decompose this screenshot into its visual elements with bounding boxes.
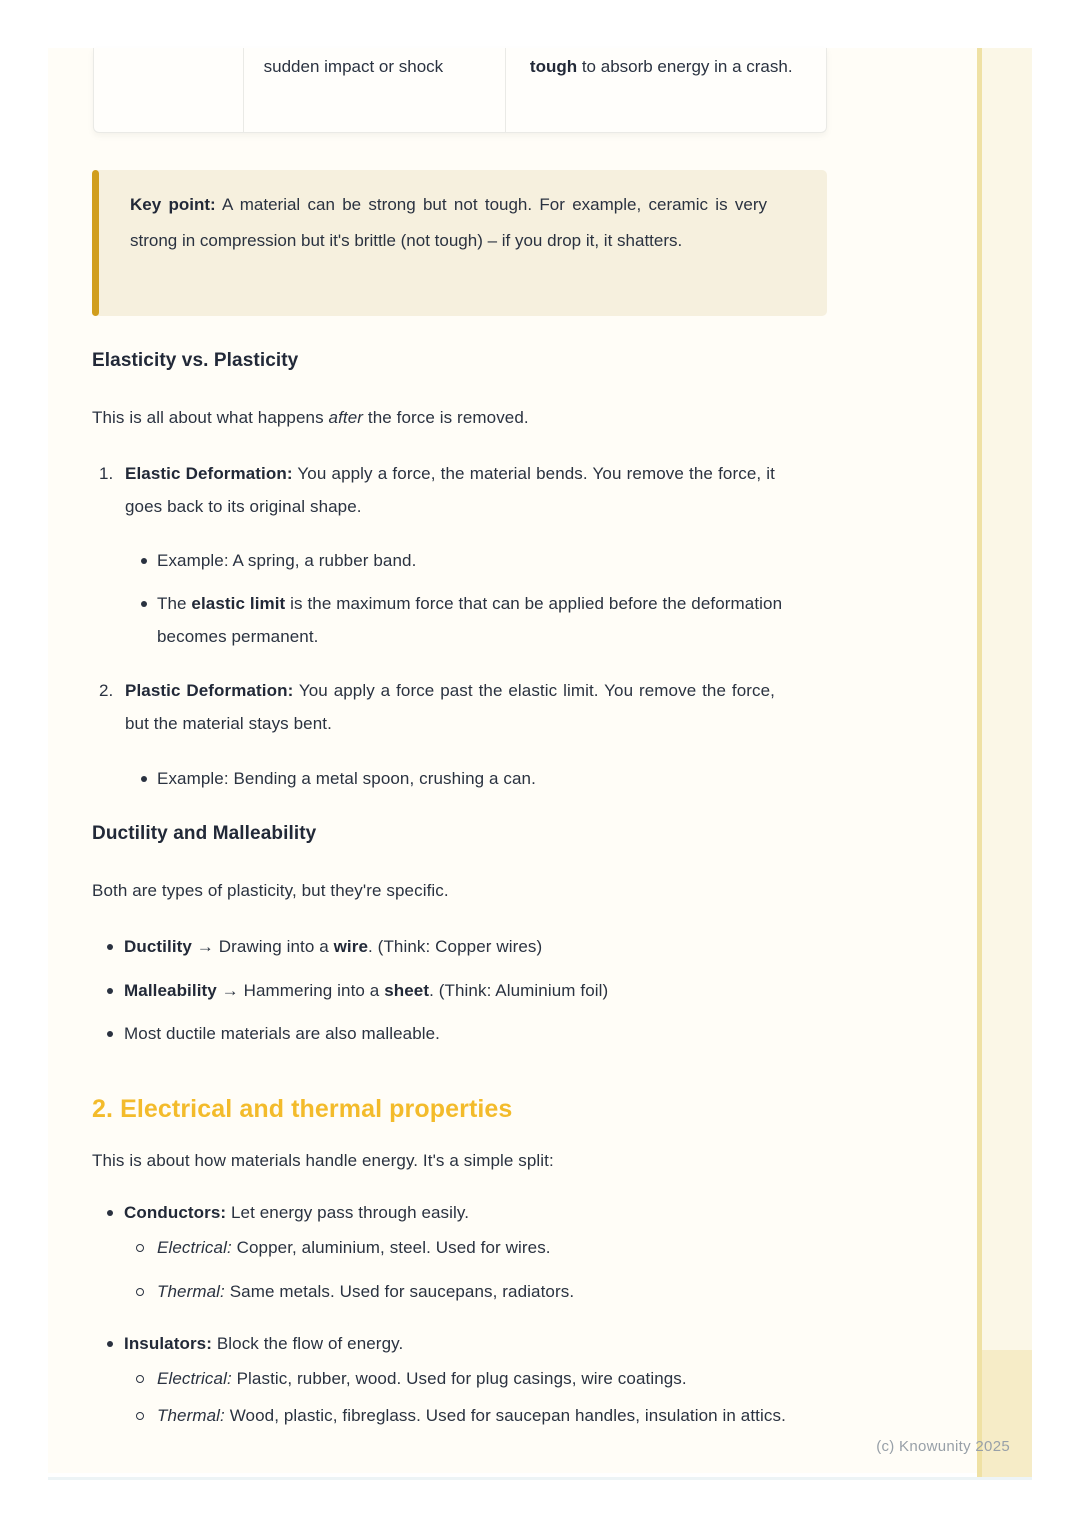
conductors-electrical-text: Copper, aluminium, steel. Used for wires.	[231, 1238, 551, 1257]
electrical-intro-paragraph: This is about how materials handle energy. It's a simple split:	[92, 1151, 554, 1170]
bullet-dot-icon	[107, 1031, 113, 1037]
bullet-malleability	[124, 974, 827, 1007]
bullet-circle-icon	[136, 1375, 144, 1383]
term-elastic-deformation: Elastic Deformation:	[125, 464, 293, 483]
term-malleability: Malleability	[124, 981, 217, 1000]
label-thermal: Thermal:	[157, 1406, 225, 1425]
document-page	[48, 48, 978, 1473]
keypoint-callout	[92, 170, 827, 316]
table-cell-example	[505, 48, 826, 132]
term-sheet: sheet	[384, 981, 430, 1000]
page-bottom-rule	[48, 1477, 1032, 1480]
list-item-plastic-deformation	[99, 674, 775, 740]
bullet-dot-icon	[141, 776, 147, 782]
bullet-ductility	[124, 930, 827, 963]
bullet-plastic-example-text: Example: Bending a metal spoon, crushing a can.	[157, 769, 536, 788]
list-item-elastic-deformation	[99, 457, 776, 523]
subbullet-conductors-electrical	[157, 1231, 827, 1264]
term-plastic-deformation: Plastic Deformation:	[125, 681, 294, 700]
bullet-conductors	[124, 1196, 827, 1229]
intro-post: the force is removed.	[363, 408, 529, 427]
bullet-insulators	[124, 1327, 827, 1360]
bullet-ductile-malleable	[124, 1017, 827, 1050]
intro-italic: after	[328, 408, 364, 427]
ductility-intro-paragraph: Both are types of plasticity, but they're specific.	[92, 881, 449, 900]
subbullet-insulators-electrical	[157, 1362, 837, 1395]
malleability-arrow-text: → Hammering into a	[216, 981, 385, 1000]
bullet-dot-icon	[141, 558, 147, 564]
keypoint-text: A material can be strong but not tough. For example, ceramic is very strong in compression but it's brittle (not tough) – if you drop it, it shatters.	[130, 195, 767, 250]
bullet-circle-icon	[136, 1244, 144, 1252]
table-cell-empty	[94, 48, 243, 132]
bullet-elastic-example-text: Example: A spring, a rubber band.	[157, 551, 417, 570]
bullet-ductile-malleable-text: Most ductile materials are also malleable.	[124, 1024, 441, 1043]
heading-elasticity-vs-plasticity: Elasticity vs. Plasticity	[92, 350, 299, 371]
conductors-thermal-text: Same metals. Used for saucepans, radiators.	[224, 1282, 575, 1301]
elastic-limit-post: is the maximum force that can be applied before the deformation becomes permanent.	[157, 594, 783, 646]
intro-pre: This is all about what happens	[92, 408, 329, 427]
bullet-dot-icon	[107, 988, 113, 994]
label-thermal: Thermal:	[157, 1282, 225, 1301]
bullet-dot-icon	[141, 601, 147, 607]
keypoint-accent-bar	[92, 170, 99, 316]
table-cell-example-rest: to absorb energy in a crash.	[577, 57, 793, 76]
ductility-arrow-text: → Drawing into a	[191, 937, 334, 956]
keypoint-label: Key point:	[130, 195, 216, 214]
table-cell-definition: sudden impact or shock	[243, 48, 505, 132]
insulators-electrical-text: Plastic, rubber, wood. Used for plug casings, wire coatings.	[231, 1369, 687, 1388]
subbullet-insulators-thermal	[157, 1399, 797, 1432]
malleability-post: . (Think: Aluminium foil)	[429, 981, 609, 1000]
bullet-dot-icon	[107, 1210, 113, 1216]
elasticity-intro-paragraph	[92, 401, 827, 434]
conductors-text: Let energy pass through easily.	[226, 1203, 470, 1222]
heading-electrical-thermal: 2. Electrical and thermal properties	[92, 1095, 513, 1123]
bullet-elastic-example	[157, 544, 827, 577]
side-margin-band-highlight	[982, 1350, 1032, 1478]
elastic-deformation-text: You apply a force, the material bends. You remove the force, it goes back to its original shape.	[125, 464, 776, 516]
list-number: 1.	[99, 464, 114, 483]
watermark: (c) Knowunity 2025	[876, 1438, 1010, 1455]
term-conductors: Conductors:	[124, 1203, 227, 1222]
label-electrical: Electrical:	[157, 1238, 232, 1257]
list-number: 2.	[99, 681, 114, 700]
term-elastic-limit: elastic limit	[191, 594, 286, 613]
insulators-text: Block the flow of energy.	[212, 1334, 404, 1353]
bullet-circle-icon	[136, 1412, 144, 1420]
plastic-deformation-text: You apply a force past the elastic limit. You remove the force, but the material stays bent.	[125, 681, 775, 733]
bullet-plastic-example	[157, 762, 827, 795]
bullet-dot-icon	[107, 944, 113, 950]
bullet-elastic-limit	[157, 587, 827, 653]
insulators-thermal-text: Wood, plastic, fibreglass. Used for saucepan handles, insulation in attics.	[224, 1406, 786, 1425]
term-insulators: Insulators:	[124, 1334, 213, 1353]
side-margin-band	[982, 48, 1032, 1478]
elastic-limit-pre: The	[157, 594, 192, 613]
bullet-dot-icon	[107, 1341, 113, 1347]
table-cell-bold-term: tough	[529, 57, 578, 76]
heading-ductility-malleability: Ductility and Malleability	[92, 823, 317, 844]
term-ductility: Ductility	[124, 937, 192, 956]
properties-table-fragment	[93, 48, 827, 133]
ductility-post: . (Think: Copper wires)	[368, 937, 543, 956]
term-wire: wire	[333, 937, 369, 956]
bullet-circle-icon	[136, 1288, 144, 1296]
subbullet-conductors-thermal	[157, 1275, 827, 1308]
label-electrical: Electrical:	[157, 1369, 232, 1388]
